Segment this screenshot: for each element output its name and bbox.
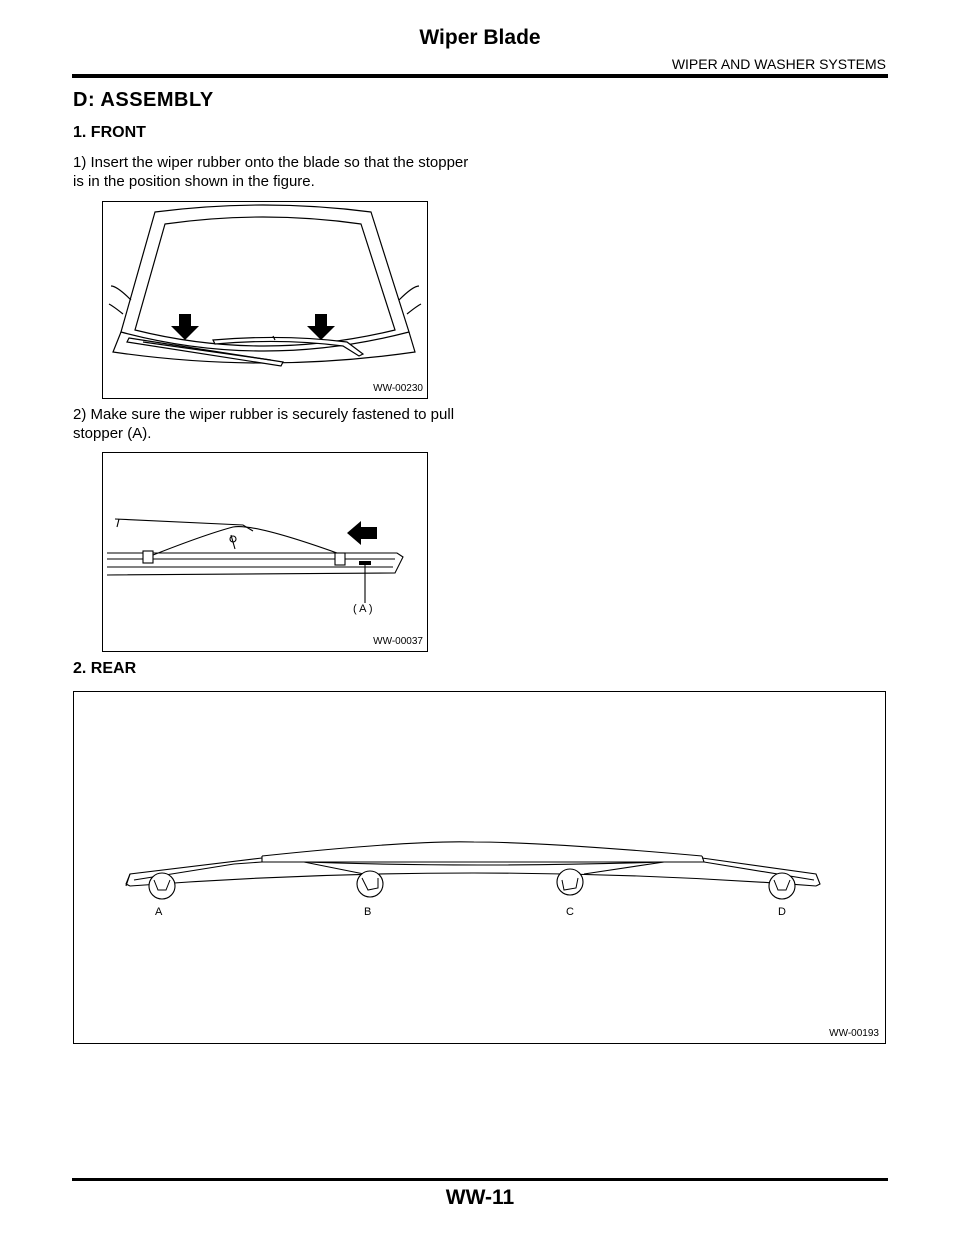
header-rule [72, 74, 888, 78]
callout-clip-d: D [778, 906, 786, 918]
arrow-icon-right [307, 314, 335, 340]
assembly-heading: D: ASSEMBLY [73, 89, 214, 111]
clip-d [769, 873, 795, 899]
figure-3-code: WW-00193 [829, 1028, 879, 1039]
footer-rule [72, 1178, 888, 1181]
step-1-text: 1) Insert the wiper rubber onto the blade so that the stopper is in the position shown in the figure. [73, 154, 469, 190]
page-title: Wiper Blade [419, 26, 541, 49]
step-2-text: 2) Make sure the wiper rubber is securely fastened to pull stopper (A). [73, 406, 455, 442]
figure-pull-stopper [102, 452, 428, 652]
figure-rear-wiper [73, 691, 886, 1044]
callout-clip-a: A [155, 906, 163, 918]
front-heading: 1. FRONT [73, 124, 146, 141]
figure-1-code: WW-00230 [373, 383, 423, 394]
rear-heading: 2. REAR [73, 660, 137, 677]
callout-clip-c: C [566, 906, 574, 918]
rear-wiper-illustration [74, 692, 885, 1043]
pull-stopper-illustration [103, 453, 427, 651]
section-name: WIPER AND WASHER SYSTEMS [671, 56, 886, 72]
arrow-icon-left [171, 314, 199, 340]
clip-b [357, 871, 383, 897]
arrow-icon-pull [347, 521, 377, 545]
clip-c [557, 869, 583, 895]
front-wipers-illustration [103, 202, 427, 398]
figure-2-code: WW-00037 [373, 636, 423, 647]
page-number: WW-11 [445, 1186, 515, 1209]
clip-a [149, 873, 175, 899]
figure-front-wipers [102, 201, 428, 399]
callout-a: ( A ) [353, 603, 373, 615]
callout-clip-b: B [364, 906, 372, 918]
